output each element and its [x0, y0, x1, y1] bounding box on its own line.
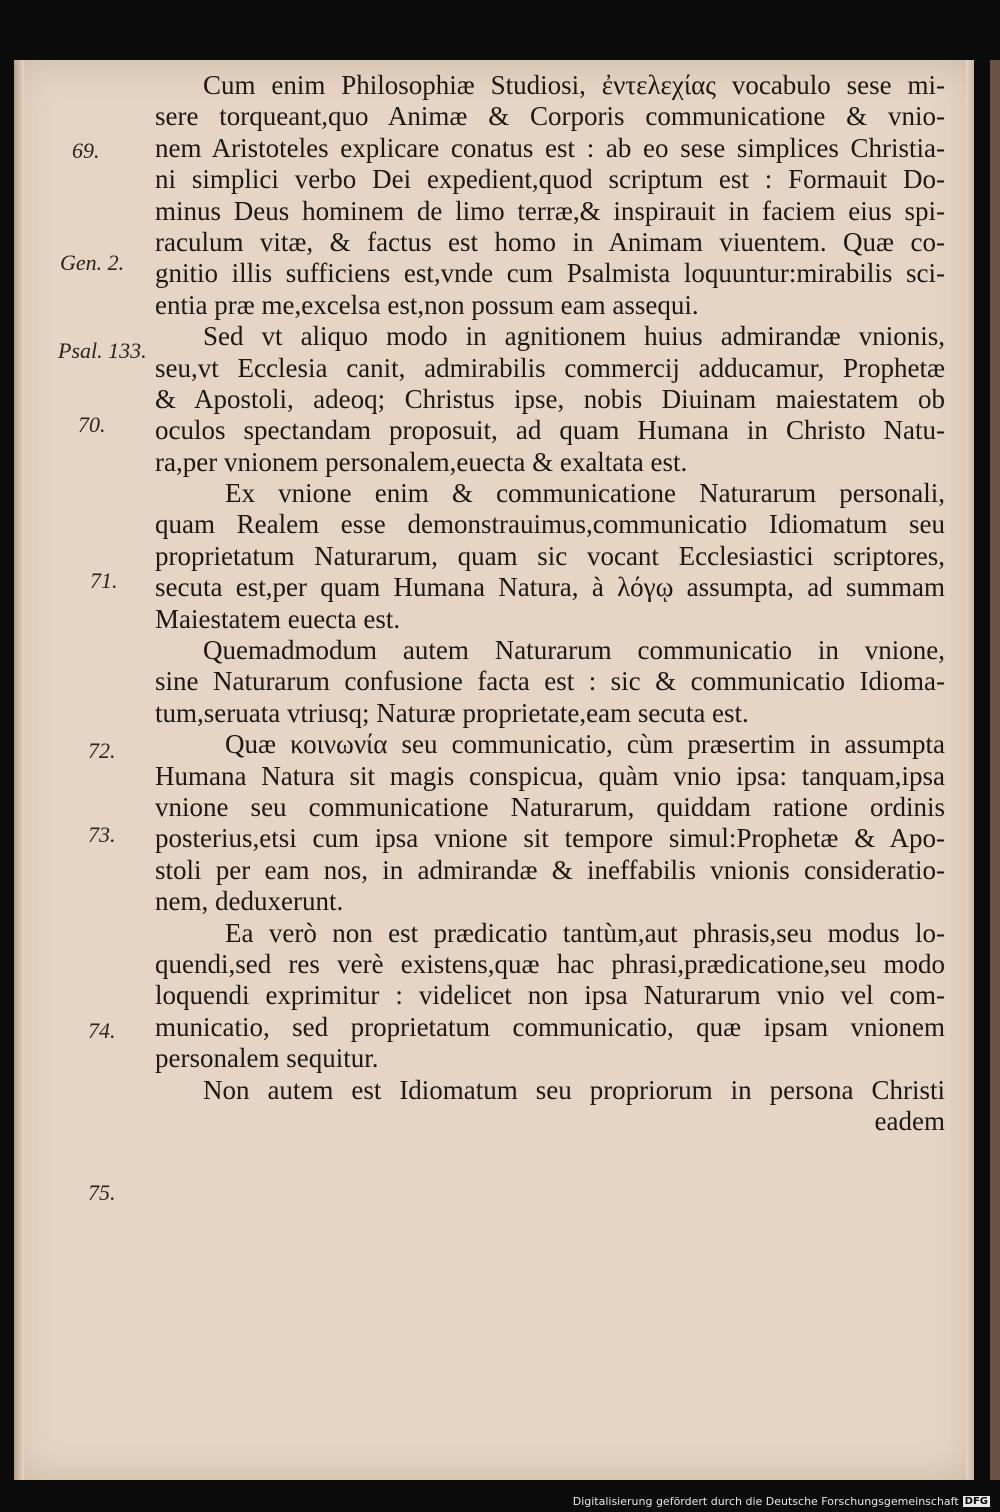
text-line: sere torqueant,quo Animæ & Corporis communicatione & vnio-: [155, 101, 945, 132]
paragraph-72: [155, 635, 945, 729]
paragraph-73: [155, 729, 945, 917]
text-line: secuta est,per quam Humana Natura, à λόγῳ assumpta, ad summam: [155, 572, 945, 603]
text-line: quam Realem esse demonstrauimus,communicatio Idiomatum seu: [155, 509, 945, 540]
text-line: ra,per vnionem personalem,euecta & exaltata est.: [155, 446, 688, 477]
margin-number-71: 71.: [90, 568, 118, 593]
margin-number-69: 69.: [72, 138, 100, 163]
text-line: raculum vitæ, & factus est homo in Animam viuentem. Quæ co-: [155, 226, 945, 257]
text-line: Non autem est Idiomatum seu propriorum in persona Christi: [203, 1074, 945, 1105]
text-line: proprietatum Naturarum, quam sic vocant Ecclesiastici scriptores,: [155, 540, 945, 571]
margin-number-70: 70.: [78, 412, 106, 437]
digitization-footer: [573, 1495, 990, 1508]
margin-ref-psalm: Psal. 133.: [58, 338, 147, 363]
margin-number-73: 73.: [88, 822, 116, 847]
text-line: Maiestatem euecta est.: [155, 603, 401, 634]
text-line: nem, deduxerunt.: [155, 886, 344, 917]
paragraph-74: [155, 918, 945, 1075]
margin-ref-genesis: Gen. 2.: [60, 250, 125, 275]
text-line: Ea verò non est prædicatio tantùm,aut phrasis,seu modus lo-: [225, 917, 945, 948]
paragraph-71: [155, 478, 945, 635]
catchword: eadem: [874, 1105, 945, 1136]
text-line: entia præ me,excelsa est,non possum eam assequi.: [155, 289, 699, 320]
text-line: minus Deus hominem de limo terræ,& inspirauit in faciem eius spi-: [155, 195, 945, 226]
text-line: Quæ κοινωνία seu communicatio, cùm præsertim in assumpta: [225, 729, 945, 760]
paragraph-75: [155, 1075, 945, 1138]
text-line: posterius,etsi cum ipsa vnione sit tempore simul:Prophetæ & Apo-: [155, 823, 945, 854]
margin-number-74: 74.: [88, 1018, 116, 1043]
page-edge-strip: [990, 60, 1000, 1480]
text-line: & Apostoli, adeoq; Christus ipse, nobis Diuinam maiestatem ob: [155, 383, 945, 414]
text-line: Ex vnione enim & communicatione Naturarum personali,: [225, 478, 945, 509]
text-line: Quemadmodum autem Naturarum communicatio in vnione,: [203, 635, 945, 666]
text-line: sine Naturarum confusione facta est : sic & communicatio Idioma-: [155, 666, 945, 697]
text-line: Sed vt aliquo modo in agnitionem huius admirandæ vnionis,: [203, 321, 945, 352]
text-line: municatio, sed proprietatum communicatio, quæ ipsam vnionem: [155, 1011, 945, 1042]
paragraph-69: [155, 70, 945, 321]
text-line: vnione seu communicatione Naturarum, quiddam ratione ordinis: [155, 791, 945, 822]
margin-number-75: 75.: [88, 1180, 116, 1205]
margin-number-72: 72.: [88, 738, 116, 763]
text-line: seu,vt Ecclesia canit, admirabilis commercij adducamur, Prophetæ: [155, 352, 945, 383]
text-line: quendi,sed res verè existens,quæ hac phrasi,prædicatione,seu modo: [155, 948, 945, 979]
text-line: oculos spectandam proposuit, ad quam Humana in Christo Natu-: [155, 415, 945, 446]
text-line: personalem sequitur.: [155, 1043, 379, 1074]
text-line: tum,seruata vtriusq; Naturæ proprietate,eam secuta est.: [155, 697, 749, 728]
body-text: [155, 70, 945, 1137]
paragraph-70: [155, 321, 945, 478]
text-line: gnitio illis sufficiens est,vnde cum Psalmista loquuntur:mirabilis sci-: [155, 258, 945, 289]
text-line: nem Aristoteles explicare conatus est : ab eo sese simplices Christia-: [155, 132, 945, 163]
text-line: stoli per eam nos, in admirandæ & ineffabilis vnionis consideratio-: [155, 854, 945, 885]
footer-text: Digitalisierung gefördert durch die Deutsche Forschungsgemeinschaft: [572, 1495, 959, 1508]
text-line: Humana Natura sit magis conspicua, quàm vnio ipsa: tanquam,ipsa: [155, 760, 945, 791]
text-line: Cum enim Philosophiæ Studiosi, ἐντελεχίας vocabulo sese mi-: [203, 70, 945, 100]
text-line: loquendi exprimitur : videlicet non ipsa Naturarum vnio vel com-: [155, 980, 945, 1011]
dfg-logo: DFG: [964, 1496, 988, 1507]
text-line: ni simplici verbo Dei expedient,quod scriptum est : Formauit Do-: [155, 164, 945, 195]
